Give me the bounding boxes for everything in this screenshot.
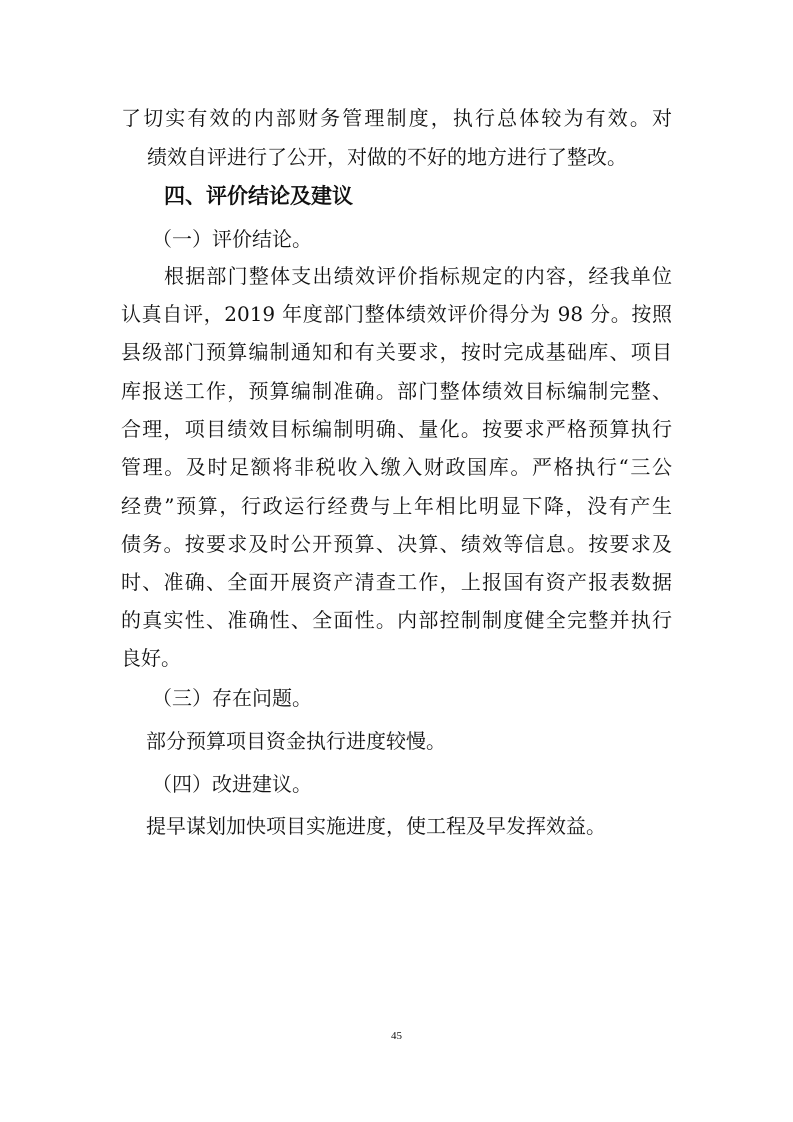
problems-text: 部分预算项目资金执行进度较慢。 — [146, 729, 446, 753]
conclusion-line-11: 良好。 — [121, 646, 181, 670]
intro-line-2: 绩效自评进行了公开，对做的不好的地方进行了整改。 — [147, 145, 627, 169]
conclusion-line-4: 库报送工作，预算编制准确。部门整体绩效目标编制完整、 — [121, 379, 672, 403]
conclusion-line-8: 债务。按要求及时公开预算、决算、绩效等信息。按要求及 — [121, 532, 672, 556]
problems-subheading: （三）存在问题。 — [152, 686, 312, 710]
conclusion-line-2: 认真自评，2019 年度部门整体绩效评价得分为 98 分。按照 — [121, 302, 672, 326]
conclusion-line-5: 合理，项目绩效目标编制明确、量化。按要求严格预算执行 — [121, 417, 672, 441]
section-heading: 四、评价结论及建议 — [164, 183, 353, 208]
page-number: 45 — [391, 1030, 402, 1042]
suggestions-subheading: （四）改进建议。 — [152, 772, 312, 796]
conclusion-line-3: 县级部门预算编制通知和有关要求，按时完成基础库、项目 — [121, 340, 672, 364]
conclusion-line-6: 管理。及时足额将非税收入缴入财政国库。严格执行“三公 — [121, 455, 672, 479]
conclusion-line-10: 的真实性、准确性、全面性。内部控制制度健全完整并执行 — [121, 608, 672, 632]
intro-line-1: 了切实有效的内部财务管理制度，执行总体较为有效。对 — [121, 106, 672, 130]
conclusion-line-9: 时、准确、全面开展资产清查工作，上报国有资产报表数据 — [121, 570, 672, 594]
conclusion-subheading: （一）评价结论。 — [152, 227, 312, 251]
conclusion-line-1: 根据部门整体支出绩效评价指标规定的内容，经我单位 — [164, 264, 672, 288]
suggestions-text: 提早谋划加快项目实施进度，使工程及早发挥效益。 — [146, 814, 606, 838]
conclusion-line-7: 经费”预算，行政运行经费与上年相比明显下降，没有产生 — [121, 494, 672, 518]
